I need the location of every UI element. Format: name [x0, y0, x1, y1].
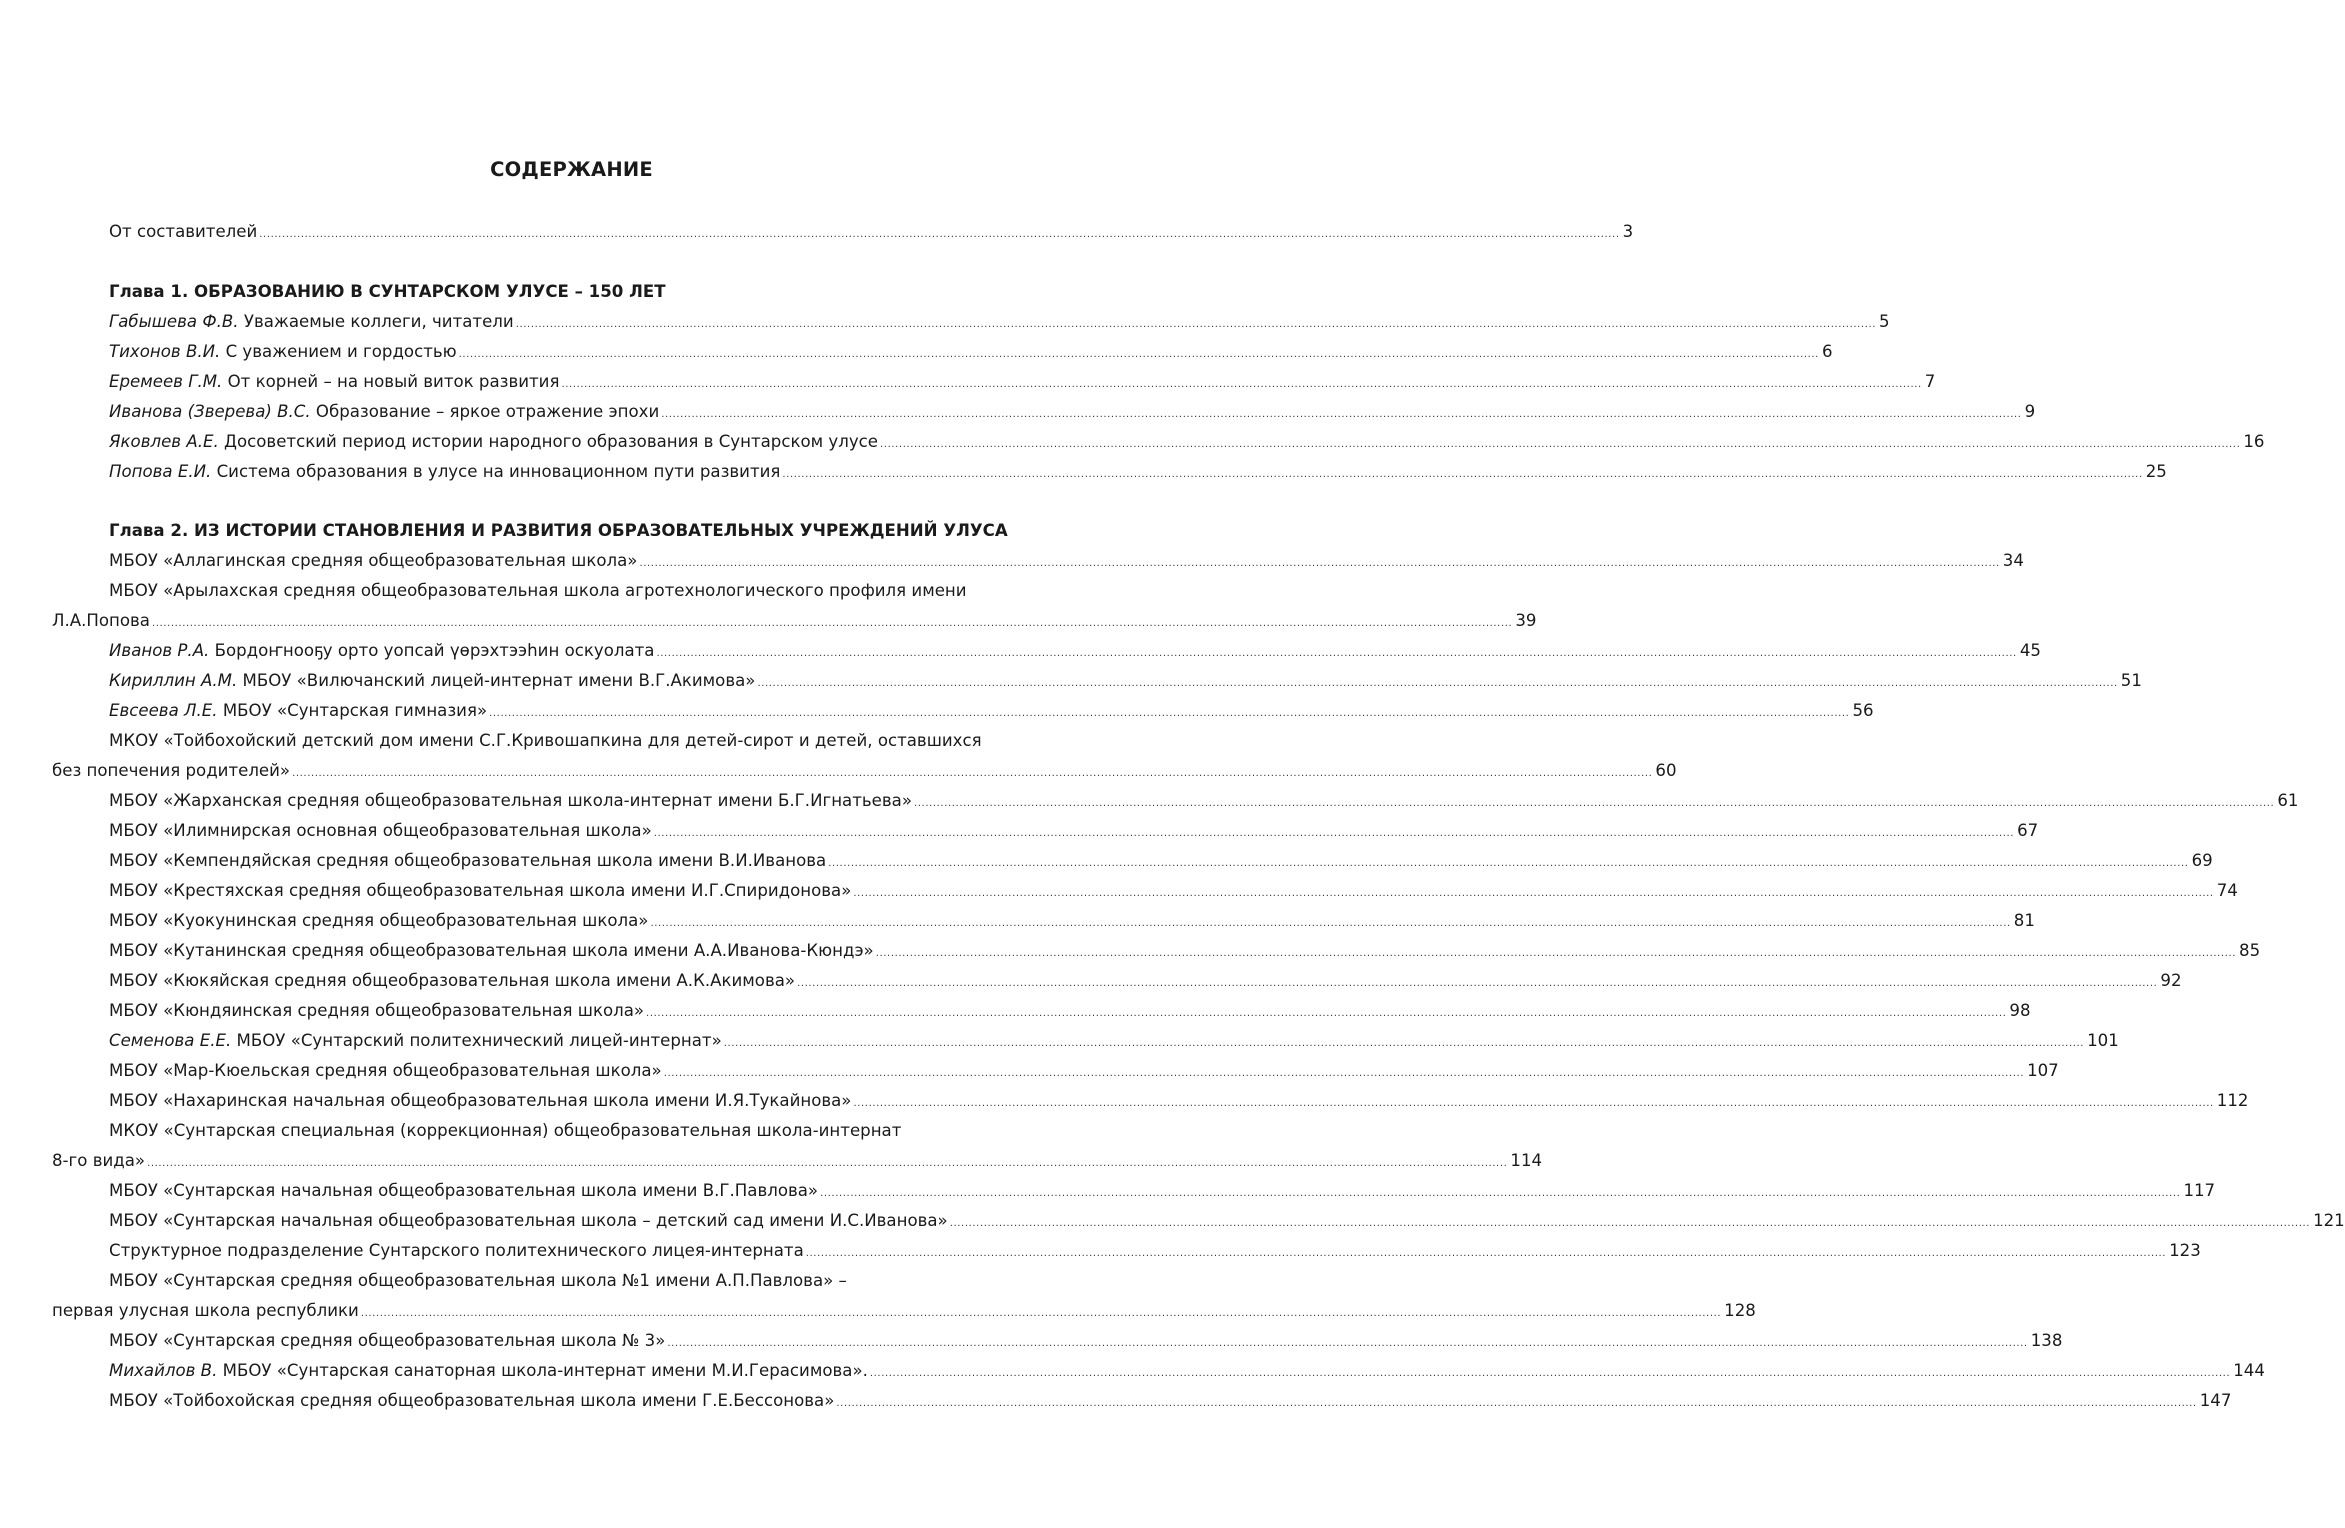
toc-entry	[109, 1176, 2216, 1206]
toc-entry	[109, 696, 1874, 726]
toc-entry	[109, 1206, 2345, 1236]
page-number: 98	[2009, 1001, 2031, 1020]
page-number: 69	[2191, 851, 2213, 870]
toc-entry	[109, 666, 2142, 696]
page-number: 92	[2160, 971, 2182, 990]
toc-entry	[109, 457, 2167, 487]
toc-entry	[109, 427, 2265, 457]
toc-entry	[109, 546, 2024, 576]
entry-title: МБОУ «Сунтарская начальная общеобразовательная школа – детский сад имени И.С.Иванова»	[109, 1211, 948, 1230]
dot-leader	[656, 639, 2016, 669]
page-number: 107	[2027, 1061, 2059, 1080]
entry-author: Семенова Е.Е.	[109, 1031, 232, 1050]
dot-leader	[646, 999, 2006, 1029]
entry-title: От корней – на новый виток развития	[222, 372, 560, 391]
dot-leader	[870, 1359, 2230, 1389]
entry-title: Структурное подразделение Сунтарского политехнического лицея-интерната	[109, 1241, 804, 1260]
page-number: 114	[1510, 1151, 1543, 1170]
dot-leader	[797, 969, 2157, 999]
entry-title: С уважением и гордостью	[220, 342, 457, 361]
page-number: 85	[2239, 941, 2261, 960]
page-number: 60	[1655, 761, 1677, 780]
entry-title: МБОУ «Тойбохойская средняя общеобразовательная школа имени Г.Е.Бессонова»	[109, 1391, 835, 1410]
dot-leader	[661, 400, 2021, 430]
toc-entry	[52, 606, 1537, 636]
page-number: 112	[2216, 1091, 2249, 1110]
dot-leader	[152, 609, 1512, 639]
dot-leader	[757, 669, 2117, 699]
entry-title: МБОУ «Кемпендяйская средняя общеобразовательная школа имени В.И.Иванова	[109, 851, 827, 870]
toc-entry	[109, 996, 2031, 1026]
page-number: 67	[2017, 821, 2039, 840]
toc-entry	[109, 876, 2238, 906]
toc-entry	[109, 1086, 2249, 1116]
page-number: 144	[2233, 1361, 2265, 1380]
page-title: СОДЕРЖАНИЕ	[490, 158, 653, 181]
page-number: 6	[1821, 342, 1833, 361]
toc-entry	[109, 816, 2039, 846]
dot-leader	[561, 370, 1921, 400]
page-number: 101	[2087, 1031, 2119, 1050]
dot-leader	[876, 939, 2236, 969]
page-number: 16	[2243, 432, 2265, 451]
page-number: 121	[2313, 1211, 2345, 1230]
entry-title: первая улусная школа республики	[52, 1301, 359, 1320]
page-number: 138	[2030, 1331, 2063, 1350]
toc-entry	[109, 786, 2299, 816]
dot-leader	[292, 759, 1652, 789]
entry-title: Уважаемые коллеги, читатели	[238, 312, 514, 331]
toc-entry	[52, 756, 1677, 786]
page-number: 81	[2013, 911, 2035, 930]
page-number: 7	[1924, 372, 1936, 391]
dot-leader	[836, 1389, 2196, 1419]
dot-leader	[880, 430, 2240, 460]
dot-leader	[459, 340, 1819, 370]
entry-author: Кириллин А.М.	[109, 671, 238, 690]
entry-title-first-line: МБОУ «Сунтарская средняя общеобразовательная школа №1 имени А.П.Павлова» –	[109, 1271, 847, 1290]
page-number: 74	[2216, 881, 2238, 900]
dot-leader	[516, 310, 1876, 340]
entry-author: Евсеева Л.Е.	[109, 701, 218, 720]
entry-author: Габышева Ф.В.	[109, 312, 239, 331]
page-number: 3	[1622, 222, 1634, 241]
entry-title-first-line: МКОУ «Сунтарская специальная (коррекционная) общеобразовательная школа-интернат	[109, 1121, 902, 1140]
entry-author: Тихонов В.И.	[109, 342, 221, 361]
entry-title: МБОУ «Куокунинская средняя общеобразовательная школа»	[109, 911, 649, 930]
toc-entry	[109, 1386, 2232, 1416]
toc-entry	[109, 397, 2036, 427]
page-number: 61	[2277, 791, 2299, 810]
page-number: 56	[1852, 701, 1874, 720]
entry-title: МБОУ «Нахаринская начальная общеобразовательная школа имени И.Я.Тукайнова»	[109, 1091, 852, 1110]
dot-leader	[828, 849, 2188, 879]
entry-title: МБОУ «Сунтарская начальная общеобразовательная школа имени В.Г.Павлова»	[109, 1181, 819, 1200]
page-number: 117	[2183, 1181, 2216, 1200]
toc-entry	[52, 1296, 1756, 1326]
page-number: 39	[1515, 611, 1537, 630]
dot-leader	[853, 1089, 2213, 1119]
entry-title: МБОУ «Кутанинская средняя общеобразовательная школа имени А.А.Иванова-Кюндэ»	[109, 941, 874, 960]
entry-title: МБОУ «Сунтарская гимназия»	[217, 701, 488, 720]
page-number: 5	[1879, 312, 1890, 331]
page-number: 128	[1724, 1301, 1756, 1320]
entry-author: Иванова (Зверева) В.С.	[109, 402, 311, 421]
toc-entry	[109, 367, 1936, 397]
entry-title: МБОУ «Жарханская средняя общеобразовательная школа-интернат имени Б.Г.Игнатьева»	[109, 791, 912, 810]
dot-leader	[489, 699, 1849, 729]
toc-entry	[109, 636, 2041, 666]
page-number: 34	[2002, 551, 2024, 570]
dot-leader	[820, 1179, 2180, 1209]
dot-leader	[914, 789, 2274, 819]
toc-entry	[109, 307, 1890, 337]
chapter-2-heading: Глава 2. ИЗ ИСТОРИИ СТАНОВЛЕНИЯ И РАЗВИТИЯ ОБРАЗОВАТЕЛЬНЫХ УЧРЕЖДЕНИЙ УЛУСА	[109, 521, 1008, 540]
page-number: 147	[2199, 1391, 2232, 1410]
toc-entry	[109, 1236, 2201, 1266]
entry-author: Яковлев А.Е.	[109, 432, 219, 451]
toc-entry	[109, 1356, 2265, 1386]
dot-leader	[667, 1329, 2027, 1359]
entry-title: МБОУ «Вилючанский лицей-интернат имени В.Г.Акимова»	[237, 671, 756, 690]
page-number: 123	[2169, 1241, 2201, 1260]
toc-entry	[109, 337, 1833, 367]
entry-title: без попечения родителей»	[52, 761, 291, 780]
dot-leader	[654, 819, 2014, 849]
entry-author: Попова Е.И.	[109, 462, 212, 481]
dot-leader	[147, 1149, 1507, 1179]
dot-leader	[650, 909, 2010, 939]
entry-author: Михайлов В.	[109, 1361, 218, 1380]
dot-leader	[361, 1299, 1721, 1329]
toc-entry	[52, 1146, 1543, 1176]
page-number: 45	[2019, 641, 2041, 660]
entry-title: Досоветский период истории народного образования в Сунтарском улусе	[218, 432, 879, 451]
entry-title: МБОУ «Аллагинская средняя общеобразовательная школа»	[109, 551, 638, 570]
toc-entry-intro	[109, 217, 1634, 247]
dot-leader	[724, 1029, 2084, 1059]
entry-title: От составителей	[109, 222, 258, 241]
dot-leader	[259, 220, 1619, 250]
entry-title: МБОУ «Илимнирская основная общеобразовательная школа»	[109, 821, 652, 840]
toc-entry	[109, 936, 2261, 966]
dot-leader	[664, 1059, 2024, 1089]
entry-title: Бордоҥнооҕу орто уопсай үөрэхтээһин оскуолата	[209, 641, 655, 660]
entry-title: Система образования в улусе на инновационном пути развития	[211, 462, 781, 481]
entry-title: 8-го вида»	[52, 1151, 146, 1170]
entry-author: Иванов Р.А.	[109, 641, 210, 660]
page-number: 51	[2120, 671, 2142, 690]
entry-title: Л.А.Попова	[52, 611, 150, 630]
entry-author: Еремеев Г.М.	[109, 372, 223, 391]
entry-title: МБОУ «Мар-Кюельская средняя общеобразовательная школа»	[109, 1061, 662, 1080]
dot-leader	[950, 1209, 2310, 1239]
page-number: 25	[2145, 462, 2167, 481]
chapter-1-heading: Глава 1. ОБРАЗОВАНИЮ В СУНТАРСКОМ УЛУСЕ – 150 ЛЕТ	[109, 282, 666, 301]
toc-entry	[109, 846, 2213, 876]
entry-title: МБОУ «Кюндяинская средняя общеобразовательная школа»	[109, 1001, 645, 1020]
entry-title: МБОУ «Сунтарская средняя общеобразовательная школа № 3»	[109, 1331, 666, 1350]
dot-leader	[853, 879, 2213, 909]
toc-entry	[109, 1326, 2063, 1356]
toc-entry	[109, 906, 2035, 936]
entry-title: МБОУ «Сунтарская санаторная школа-интернат имени М.И.Герасимова».	[217, 1361, 868, 1380]
entry-title: Образование – яркое отражение эпохи	[310, 402, 660, 421]
dot-leader	[782, 460, 2142, 490]
dot-leader	[639, 549, 1999, 579]
toc-entry	[109, 966, 2182, 996]
entry-title: МБОУ «Сунтарский политехнический лицей-интернат»	[231, 1031, 722, 1050]
entry-title-first-line: МБОУ «Арылахская средняя общеобразовательная школа агротехнологического профиля имени	[109, 581, 967, 600]
entry-title-first-line: МКОУ «Тойбохойский детский дом имени С.Г.Кривошапкина для детей-сирот и детей, оставшихся	[109, 731, 982, 750]
toc-entry	[109, 1026, 2119, 1056]
page-number: 9	[2024, 402, 2036, 421]
dot-leader	[806, 1239, 2166, 1269]
entry-title: МБОУ «Крестяхская средняя общеобразовательная школа имени И.Г.Спиридонова»	[109, 881, 852, 900]
toc-entry	[109, 1056, 2059, 1086]
entry-title: МБОУ «Кюкяйская средняя общеобразовательная школа имени А.К.Акимова»	[109, 971, 796, 990]
